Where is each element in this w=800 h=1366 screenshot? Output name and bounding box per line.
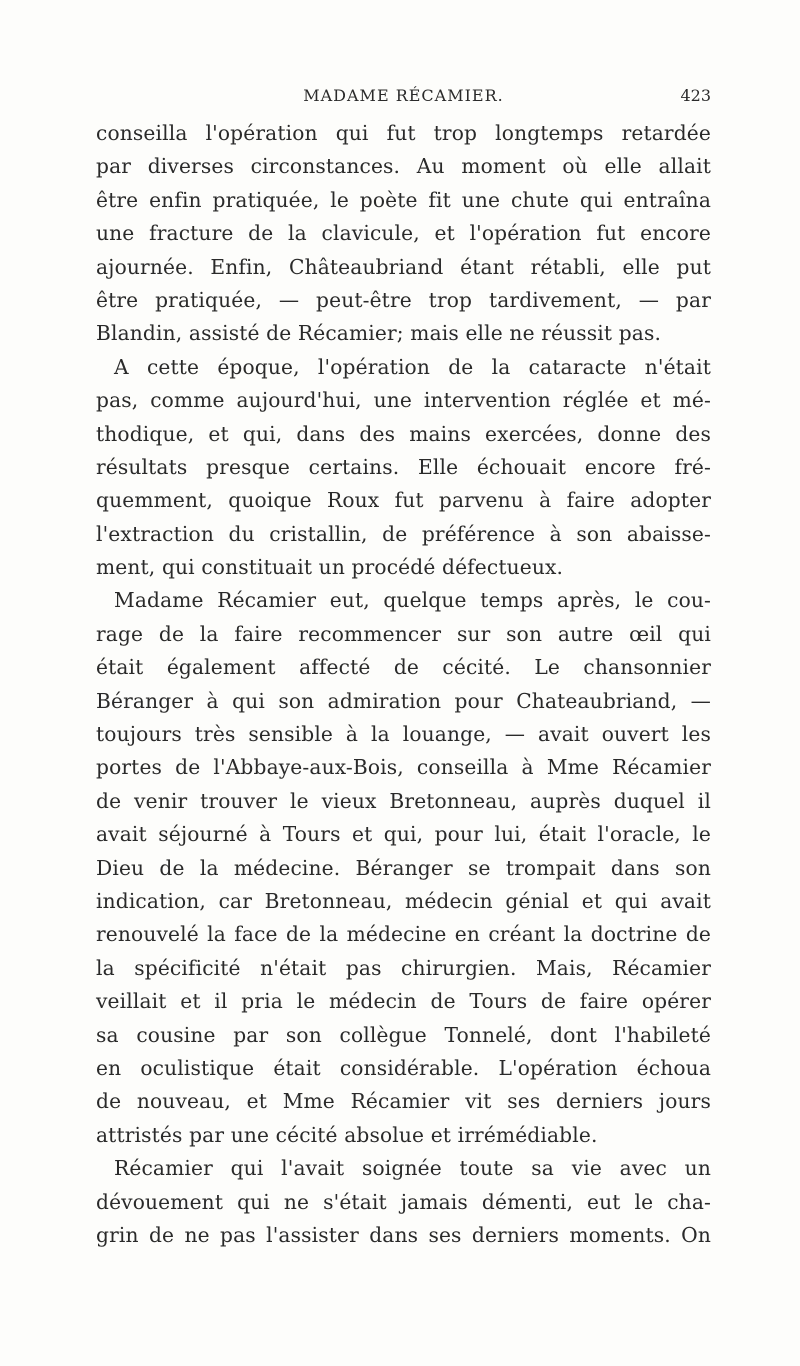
text-line: était également affecté de cécité. Le chansonnier bbox=[96, 655, 711, 680]
text-line: quemment, quoique Roux fut parvenu à faire adopter bbox=[96, 488, 711, 513]
text-line: grin de ne pas l'assister dans ses derniers moments. On bbox=[96, 1222, 711, 1247]
text-line: Dieu de la médecine. Béranger se trompait dans son bbox=[96, 855, 711, 880]
text-line: par diverses circonstances. Au moment où elle allait bbox=[96, 154, 711, 179]
text-line: Récamier qui l'avait soignée toute sa vie avec un bbox=[114, 1156, 711, 1181]
text-line: thodique, et qui, dans des mains exercées, donne des bbox=[96, 421, 711, 446]
running-title: MADAME RÉCAMIER. bbox=[303, 86, 504, 105]
text-line: attristés par une cécité absolue et irrémédiable. bbox=[96, 1122, 598, 1147]
text-line: en oculistique était considérable. L'opération échoua bbox=[96, 1055, 711, 1080]
text-line: rage de la faire recommencer sur son autre œil qui bbox=[96, 621, 711, 646]
text-line: toujours très sensible à la louange, — avait ouvert les bbox=[96, 722, 711, 747]
text-line: être enfin pratiquée, le poète fit une chute qui entraîna bbox=[96, 187, 711, 212]
text-line: la spécificité n'était pas chirurgien. Mais, Récamier bbox=[96, 955, 711, 980]
text-line: indication, car Bretonneau, médecin génial et qui avait bbox=[96, 888, 711, 913]
text-line: conseilla l'opération qui fut trop longtemps retardée bbox=[96, 121, 711, 145]
body-text bbox=[96, 117, 711, 1252]
text-line: de venir trouver le vieux Bretonneau, auprès duquel il bbox=[96, 788, 711, 813]
text-line: pas, comme aujourd'hui, une intervention réglée et mé- bbox=[96, 388, 711, 413]
text-line: sa cousine par son collègue Tonnelé, dont l'habileté bbox=[96, 1022, 711, 1047]
text-line: portes de l'Abbaye-aux-Bois, conseilla à Mme Récamier bbox=[96, 755, 711, 780]
text-line: Béranger à qui son admiration pour Chateaubriand, — bbox=[96, 688, 711, 713]
text-line: une fracture de la clavicule, et l'opération fut encore bbox=[96, 221, 711, 246]
text-line: être pratiquée, — peut-être trop tardivement, — par bbox=[96, 287, 711, 312]
text-line: ajournée. Enfin, Châteaubriand étant rétabli, elle put bbox=[96, 254, 711, 279]
text-line: avait séjourné à Tours et qui, pour lui, était l'oracle, le bbox=[96, 822, 711, 847]
text-line: résultats presque certains. Elle échouait encore fré- bbox=[96, 454, 711, 479]
text-line: Madame Récamier eut, quelque temps après, le cou- bbox=[114, 588, 711, 613]
page-header bbox=[96, 86, 711, 110]
page-number: 423 bbox=[680, 86, 711, 105]
text-line: veillait et il pria le médecin de Tours de faire opérer bbox=[96, 989, 711, 1014]
text-line: dévouement qui ne s'était jamais démenti, eut le cha- bbox=[96, 1189, 711, 1214]
text-line: renouvelé la face de la médecine en créant la doctrine de bbox=[96, 922, 711, 947]
text-line: l'extraction du cristallin, de préférence à son abaisse- bbox=[96, 521, 711, 546]
text-line: Blandin, assisté de Récamier; mais elle ne réussit pas. bbox=[96, 321, 662, 346]
text-line: A cette époque, l'opération de la cataracte n'était bbox=[114, 354, 711, 379]
text-line: ment, qui constituait un procédé défectueux. bbox=[96, 555, 564, 580]
text-line: de nouveau, et Mme Récamier vit ses derniers jours bbox=[96, 1089, 711, 1114]
